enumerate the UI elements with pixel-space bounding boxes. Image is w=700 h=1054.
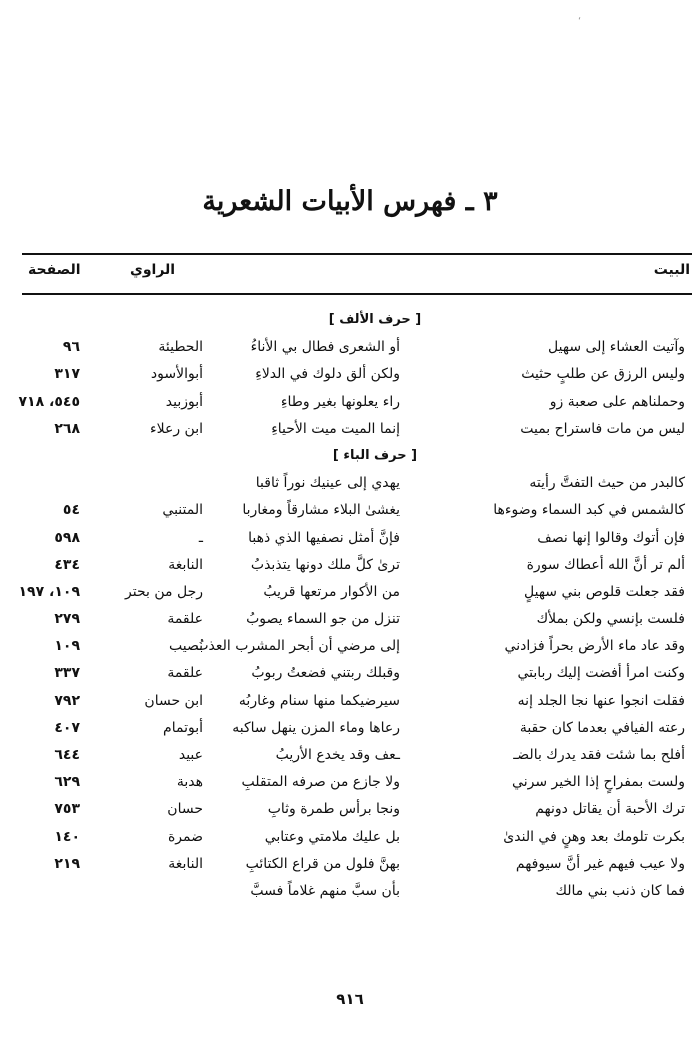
verse-first-hemistich: ترك الأحبة أن يقاتل دونهم <box>535 801 685 818</box>
verse-row <box>0 366 700 393</box>
verse-second-hemistich: إنما الميت ميت الأحياءِ <box>271 420 400 437</box>
verse-second-hemistich: بهنَّ فلول من قراع الكتائبِ <box>245 855 400 872</box>
narrator-name: هدبة <box>176 774 203 791</box>
verse-first-hemistich: فما كان ذنب بني مالك <box>555 882 685 899</box>
verse-row <box>0 883 700 910</box>
verse-first-hemistich: وكنت امرأ أفضت إليك ربابتي <box>517 665 685 682</box>
verse-second-hemistich: يغشىٰ البلاء مشارقاً ومغاربا <box>242 502 400 519</box>
verse-first-hemistich: ولست بمفراحٍ إذا الخير سرني <box>512 774 685 791</box>
verse-first-hemistich: فقلت انجوا عنها نجا الجلد إنه <box>517 692 685 709</box>
verse-second-hemistich: بل عليك ملامتي وعتابي <box>264 828 400 845</box>
verse-row <box>0 557 700 584</box>
narrator-name: النابغة <box>168 556 203 573</box>
page-reference: ٢٧٩ <box>54 611 80 628</box>
page-reference: ١٤٠ <box>54 828 80 845</box>
page-reference: ٩٦ <box>62 339 80 356</box>
verse-first-hemistich: ليس من مات فاستراح بميت <box>520 420 685 437</box>
page-reference: ٥٩٨ <box>54 529 80 546</box>
column-header-narrator: الراوي <box>130 262 176 278</box>
verse-first-hemistich: رعته الفيافي بعدما كان حقبة <box>519 719 685 736</box>
verse-row <box>0 611 700 638</box>
verse-row <box>0 774 700 801</box>
narrator-name: أبوتمام <box>163 719 203 736</box>
narrator-name: نصيب <box>168 638 203 655</box>
verse-row <box>0 502 700 529</box>
page-reference: ٢١٩ <box>54 855 80 872</box>
verse-row <box>0 475 700 502</box>
verse-row <box>0 693 700 720</box>
verse-row <box>0 856 700 883</box>
page-reference: ١٠٩، ١٩٧ <box>18 583 80 600</box>
verse-second-hemistich: رعاها وماء المزن ينهل ساكبه <box>232 719 400 736</box>
page-title: ٣ ـ فهرس الأبيات الشعرية <box>202 186 498 217</box>
page-number: ٩١٦ <box>336 990 364 1008</box>
verse-second-hemistich: ـعف وقد يخدع الأريبُ <box>275 747 400 763</box>
verse-row <box>0 339 700 366</box>
verse-first-hemistich: فلست بإنسي ولكن بملأك <box>536 611 685 628</box>
narrator-name: علقمة <box>167 665 203 682</box>
verse-second-hemistich: تنزل من جو السماء يصوبُ <box>246 611 400 628</box>
verse-first-hemistich: كالشمس في كبد السماء وضوءها <box>493 502 685 519</box>
verse-first-hemistich: ولا عيب فيهم غير أنَّ سيوفهم <box>515 855 685 872</box>
narrator-name: المتنبي <box>162 502 203 519</box>
column-header-verse: البيت <box>653 262 690 278</box>
narrator-name: حسان <box>167 801 203 818</box>
verse-index <box>0 312 700 910</box>
verse-second-hemistich: ولا جازع من صرفه المتقلبِ <box>241 774 400 791</box>
verse-second-hemistich: يهدي إلى عينيك نوراً ثاقبا <box>255 475 400 492</box>
verse-second-hemistich: بأن سبَّ منهم غلاماً فسبَّ <box>250 882 400 899</box>
verse-first-hemistich: وليس الرزق عن طلبٍ حثيث <box>521 366 685 383</box>
narrator-name: رجل من بحتر <box>125 583 203 600</box>
page-reference: ٤٣٤ <box>54 556 80 573</box>
page-reference: ٤٠٧ <box>54 719 80 736</box>
verse-second-hemistich: أو الشعرى فطال بي الأناءُ <box>250 339 400 356</box>
verse-second-hemistich: سيرضيكما منها سنام وغاربُه <box>238 692 400 709</box>
verse-row <box>0 720 700 747</box>
narrator-name: أبوالأسود <box>150 366 203 383</box>
verse-second-hemistich: راء يعلونها بغير وطاءِ <box>280 393 400 410</box>
narrator-name: أبوزبيد <box>165 393 203 410</box>
verse-second-hemistich: ولكن ألق دلوك في الدلاءِ <box>255 366 400 383</box>
verse-row <box>0 584 700 611</box>
narrator-name: ـ <box>198 529 203 546</box>
narrator-name: النابغة <box>168 855 203 872</box>
verse-first-hemistich: وآتيت العشاء إلى سهيل <box>548 339 685 356</box>
verse-row <box>0 665 700 692</box>
narrator-name: علقمة <box>167 611 203 628</box>
page-reference: ٦٢٩ <box>54 774 80 791</box>
verse-row <box>0 638 700 665</box>
page-reference: ٥٤٥، ٧١٨ <box>18 393 80 410</box>
verse-second-hemistich: فإنَّ أمثل نصفيها الذي ذهبا <box>248 529 400 546</box>
verse-row <box>0 530 700 557</box>
verse-row <box>0 829 700 856</box>
page-reference: ٦٤٤ <box>54 747 80 763</box>
verse-first-hemistich: أفلح بما شئت فقد يدرك بالضـ <box>513 747 685 763</box>
page-reference: ٧٩٢ <box>54 692 80 709</box>
section-heading: [ حرف الباء ] <box>332 447 418 463</box>
verse-second-hemistich: إلى مرضي أن أبحر المشرب العذبُ <box>195 638 400 655</box>
narrator-name: ابن حسان <box>144 692 203 709</box>
page-reference: ٥٤ <box>62 502 80 519</box>
verse-second-hemistich: من الأكوار مرتعها قريبُ <box>263 583 400 600</box>
verse-first-hemistich: كالبدر من حيث التفتَّ رأيته <box>529 475 685 492</box>
narrator-name: الحطيئة <box>158 339 203 356</box>
verse-row <box>0 747 700 774</box>
verse-row <box>0 421 700 448</box>
verse-first-hemistich: فإن أتوك وقالوا إنها نصف <box>537 529 685 546</box>
verse-second-hemistich: وقبلك ربتني فضعتُ ربوبُ <box>251 665 400 682</box>
verse-first-hemistich: ألم تر أنَّ الله أعطاك سورة <box>526 556 685 573</box>
verse-second-hemistich: ترىٰ كلَّ ملك دونها يتذبذبُ <box>250 556 400 573</box>
narrator-name: ضمرة <box>167 828 203 845</box>
verse-row <box>0 801 700 828</box>
verse-first-hemistich: وقد عاد ماء الأرض بحراً فزادني <box>504 638 685 655</box>
page-reference: ٣١٧ <box>54 366 80 383</box>
header-rule-top <box>22 253 692 255</box>
scan-mark: ‘ <box>578 16 582 27</box>
page-reference: ١٠٩ <box>54 638 80 655</box>
verse-first-hemistich: وحملناهم على صعبة زو <box>549 393 685 410</box>
header-rule-bottom <box>22 293 692 295</box>
verse-first-hemistich: فقد جعلت قلوص بني سهيلٍ <box>524 583 685 600</box>
verse-second-hemistich: ونجا برأس طمرة وثابِ <box>267 801 400 818</box>
narrator-name: عبيد <box>178 747 203 763</box>
column-header-page: الصفحة <box>28 262 81 278</box>
page-reference: ٣٣٧ <box>54 665 80 682</box>
section-heading: [ حرف الألف ] <box>328 312 422 327</box>
verse-first-hemistich: بكرت تلومك بعد وهنٍ في الندىٰ <box>503 828 685 845</box>
page-reference: ٧٥٣ <box>54 801 80 818</box>
narrator-name: ابن رعلاء <box>150 420 203 437</box>
page-reference: ٢٦٨ <box>54 420 80 437</box>
verse-row <box>0 394 700 421</box>
